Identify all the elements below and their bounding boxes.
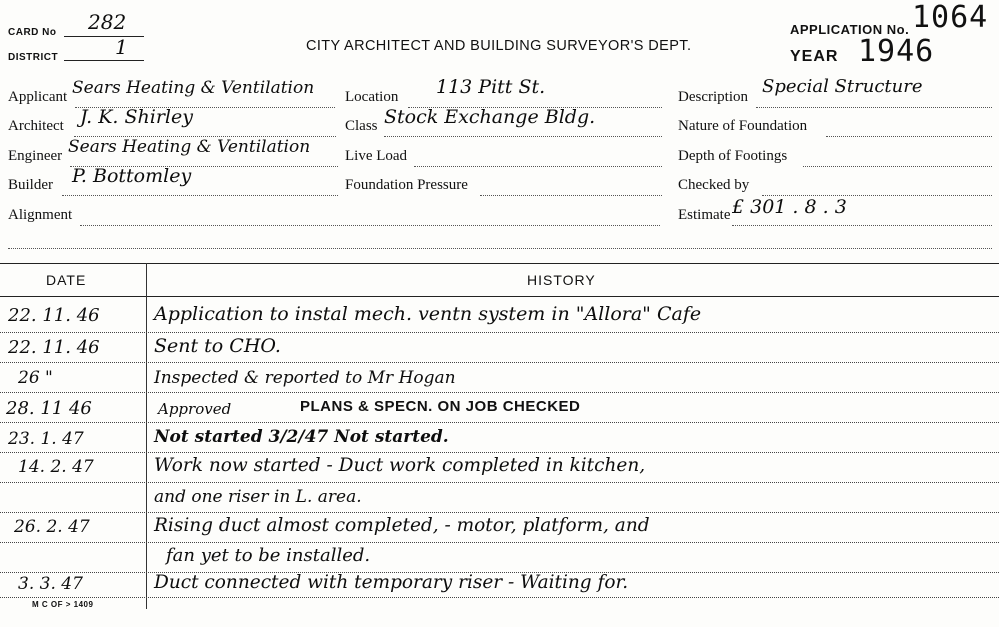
row-history: Duct connected with temporary riser - Waiting for. <box>154 572 629 593</box>
description-label: Description <box>678 89 748 105</box>
row-history: and one riser in L. area. <box>154 487 362 507</box>
depth-of-footings-label: Depth of Footings <box>678 148 788 164</box>
builder-value: P. Bottomley <box>72 165 192 187</box>
checked-by-label: Checked by <box>678 177 750 193</box>
row-history: Application to instal mech. ventn system in "Allora" Cafe <box>154 303 702 325</box>
row-date: 22. 11. 46 <box>8 305 100 326</box>
estimate-value: £ 301 . 8 . 3 <box>732 196 847 218</box>
live-load-label: Live Load <box>345 148 408 164</box>
location-label: Location <box>345 89 399 105</box>
architect-value: J. K. Shirley <box>80 106 193 128</box>
row-date: 26 " <box>18 368 53 388</box>
row-history: Sent to CHO. <box>154 335 281 357</box>
row-date: 28. 11 46 <box>6 398 92 419</box>
foundation-pressure-label: Foundation Pressure <box>345 177 468 193</box>
location-value: 113 Pitt St. <box>436 76 546 98</box>
engineer-label: Engineer <box>8 148 63 164</box>
row-history: fan yet to be installed. <box>166 545 371 566</box>
row-date: 23. 1. 47 <box>8 429 84 449</box>
description-value: Special Structure <box>762 76 923 97</box>
class-label: Class <box>345 118 378 134</box>
application-no-value: 1064 <box>912 0 989 35</box>
class-value: Stock Exchange Bldg. <box>384 106 596 128</box>
nature-of-foundation-label: Nature of Foundation <box>678 118 808 134</box>
card-no-value: 282 <box>88 10 127 34</box>
applicant-value: Sears Heating & Ventilation <box>72 78 315 98</box>
date-column-header: DATE <box>46 272 87 288</box>
engineer-value: Sears Heating & Ventilation <box>68 137 311 157</box>
year-value: 1946 <box>858 34 935 69</box>
application-no-label: APPLICATION No. <box>790 22 910 37</box>
card-no-label: CARD No <box>8 27 57 38</box>
estimate-label: Estimate <box>678 207 731 223</box>
row-date: 26. 2. 47 <box>14 517 90 537</box>
architect-label: Architect <box>8 118 64 134</box>
row-date: 3. 3. 47 <box>18 574 83 594</box>
applicant-label: Applicant <box>8 89 68 105</box>
row-history: Inspected & reported to Mr Hogan <box>154 368 456 388</box>
alignment-label: Alignment <box>8 207 73 223</box>
row-history: Not started 3/2/47 Not started. <box>154 427 449 447</box>
district-value: 1 <box>115 35 128 59</box>
row-history: Rising duct almost completed, - motor, platform, and <box>154 515 650 536</box>
row-date: 14. 2. 47 <box>18 457 94 477</box>
row-history: Work now started - Duct work completed in kitchen, <box>154 455 646 476</box>
builder-label: Builder <box>8 177 53 193</box>
row-date: 22. 11. 46 <box>8 337 100 358</box>
form-code: M C OF > 1409 <box>32 600 94 609</box>
row-history: Approved <box>158 400 232 418</box>
district-label: DISTRICT <box>8 52 59 63</box>
department-title: CITY ARCHITECT AND BUILDING SURVEYOR'S DEPT. <box>306 38 692 54</box>
year-label: YEAR <box>790 48 839 65</box>
approval-stamp: PLANS & SPECN. ON JOB CHECKED <box>300 398 581 415</box>
history-column-header: HISTORY <box>527 272 596 288</box>
